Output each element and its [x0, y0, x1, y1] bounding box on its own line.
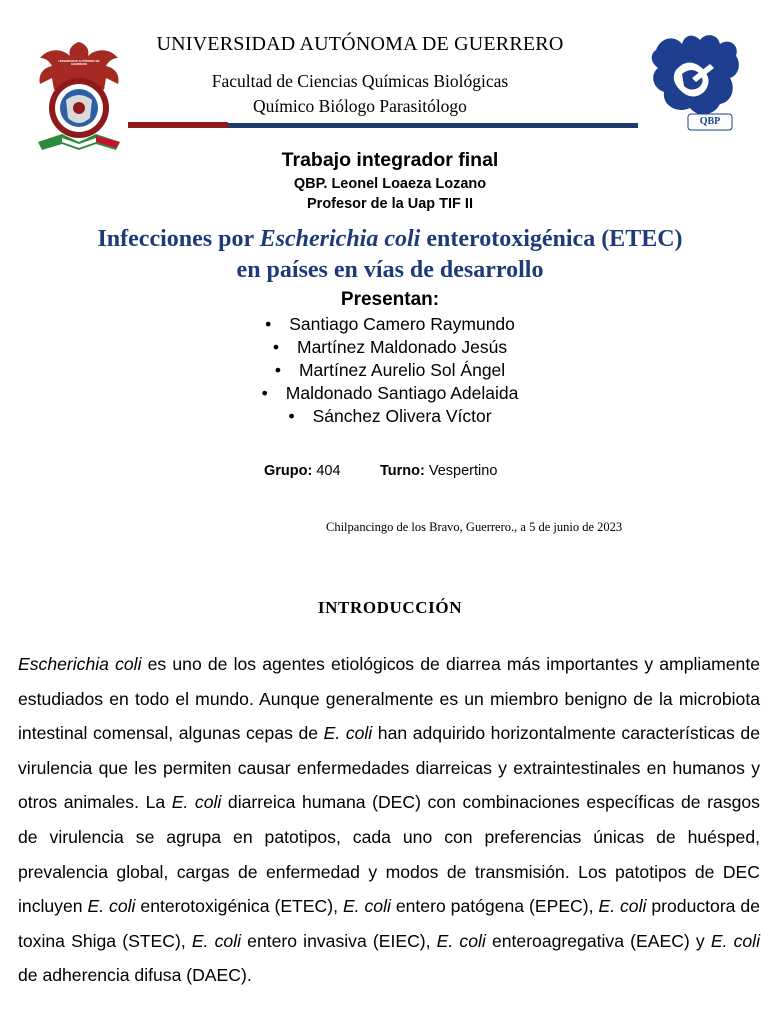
work-title: Trabajo integrador final — [281, 149, 499, 171]
presenters-heading: Presentan: — [340, 289, 440, 310]
program-name: Químico Biólogo Parasitólogo — [253, 96, 467, 116]
seal-inscription: UNIVERSIDAD AUTÓNOMA DE GUERRERO — [58, 59, 100, 67]
introduction-heading: INTRODUCCIÓN — [317, 598, 463, 617]
presenter-item: • Martínez Maldonado Jesús — [272, 337, 508, 357]
place-date: Chilpancingo de los Bravo, Guerrero., a 5 de junio de 2023 — [326, 520, 623, 534]
header-divider — [128, 122, 638, 128]
presenter-item: • Martínez Aurelio Sol Ángel — [274, 360, 506, 380]
teacher-role: Profesor de la Uap TIF II — [307, 196, 473, 212]
presenter-item: • Santiago Camero Raymundo — [265, 314, 515, 334]
shift-info: Turno: Vespertino — [380, 463, 498, 479]
presenter-item: • Maldonado Santiago Adelaida — [261, 383, 519, 403]
document-title-line-2: en países en vías de desarrollo — [236, 257, 544, 283]
document-title-line-1: Infecciones por Escherichia coli enterotoxigénica (ETEC) — [97, 226, 683, 252]
faculty-qbp-logo — [648, 30, 746, 136]
logo-text: QBP — [699, 116, 721, 127]
university-name: UNIVERSIDAD AUTÓNOMA DE GUERRERO — [156, 33, 564, 55]
introduction-paragraph: Escherichia coli es uno de los agentes etiológicos de diarrea más importantes y ampliamente estudiados en todo el mundo. Aunque generalmente es un miembro benigno de la microbiota intestinal comensal, algunas cepas de E. coli han adquirido horizontalmente características de virulencia que les permiten causar enfermedades diarreicas y extraintestinales en humanos y otros animales. La E. coli diarreica humana (DEC) con combinaciones específicas de rasgos de virulencia se agrupa en patotipos, cada uno con preferencias únicas de huésped, prevalencia global, cargas de enfermedad y modos de transmisión. Los patotipos de DEC incluyen E. coli enterotoxigénica (ETEC), E. coli entero patógena (EPEC), E. coli productora de toxina Shiga (STEC), E. coli entero invasiva (EIEC), E. coli enteroagregativa (EAEC) y E. coli de adherencia difusa (DAEC). — [18, 654, 760, 986]
university-seal-logo — [32, 38, 126, 154]
group-info: Grupo: 404 — [264, 463, 341, 479]
faculty-name: Facultad de Ciencias Químicas Biológicas — [211, 71, 509, 91]
presenter-item: • Sánchez Olivera Víctor — [288, 406, 492, 426]
teacher-name: QBP. Leonel Loaeza Lozano — [293, 176, 487, 192]
